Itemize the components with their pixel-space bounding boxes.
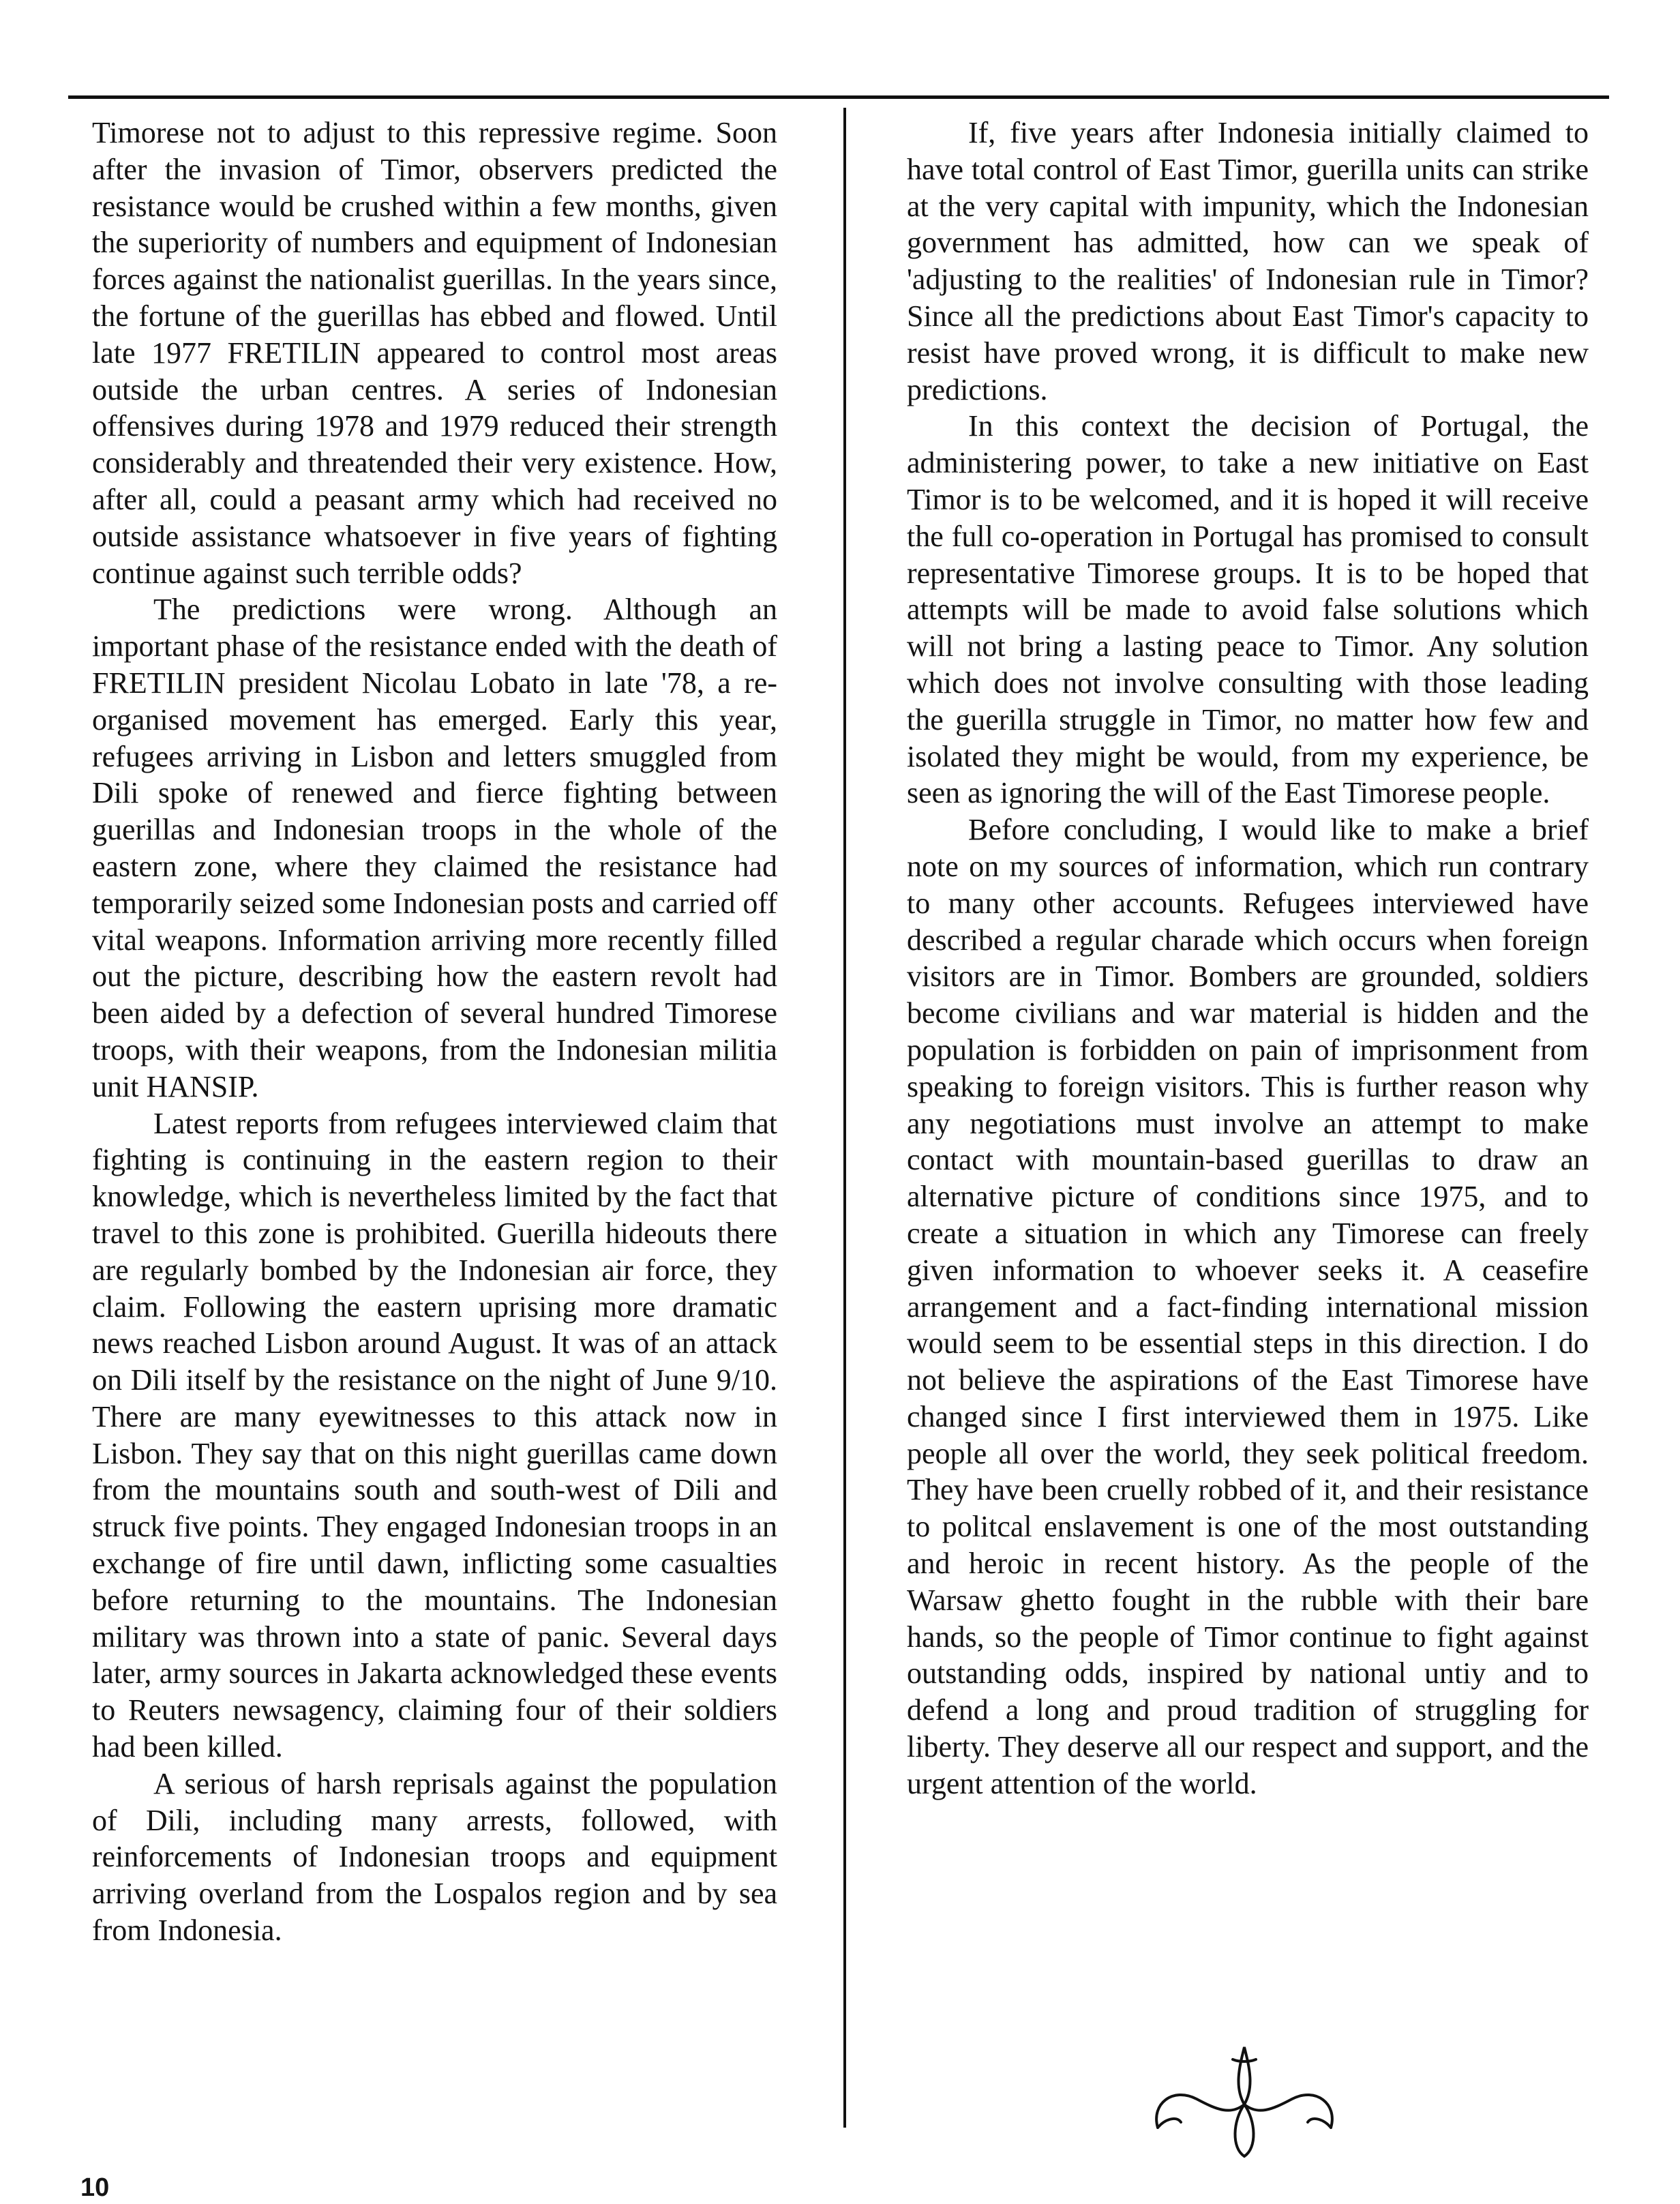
right-column <box>907 115 1589 1802</box>
left-column <box>92 115 777 1949</box>
column-divider <box>843 108 846 2128</box>
left-paragraph-4: A serious of harsh reprisals against the population of Dili, including many arrests, followed, with reinforcements of Indonesian troops and equipment arriving overland from the Lospalos region and by sea from Indonesia. <box>92 1766 777 1948</box>
page-number: 10 <box>80 2173 110 2202</box>
left-paragraph-3: Latest reports from refugees interviewed claim that fighting is continuing in the eastern region to their knowledge, which is nevertheless limited by the fact that travel to this zone is prohibited. Guerilla hideouts there are regularly bombed by the Indonesian air force, they claim. Following the eastern uprising more dramatic news reached Lisbon around August. It was of an attack on Dili itself by the resistance on the night of June 9/10. There are many eyewitnesses to this attack now in Lisbon. They say that on this night guerillas came down from the mountains south and south-west of Dili and struck five points. They engaged Indonesian troops in an exchange of fire until dawn, inflicting some casualties before returning to the mountains. The Indonesian military was thrown into a state of panic. Several days later, army sources in Jakarta acknowledged these events to Reuters newsagency, claiming four of their soldiers had been killed. <box>92 1106 777 1764</box>
right-paragraph-2: In this context the decision of Portugal, the administering power, to take a new initiative on East Timor is to be welcomed, and it is hoped it will receive the full co-operation in Portugal has promised to consult representative Timorese groups. It is to be hoped that attempts will be made to avoid false solutions which will not bring a lasting peace to Timor. Any solution which does not involve consulting with those leading the guerilla struggle in Timor, no matter how few and isolated they might be would, from my experience, be seen as ignoring the will of the East Timorese people. <box>907 409 1589 810</box>
right-paragraph-1: If, five years after Indonesia initially claimed to have total control of East Timor, guerilla units can strike at the very capital with impunity, which the Indonesian government has admitted, how can we speak of 'adjusting to the realities' of Indonesian rule in Timor? Since all the predictions about East Timor's capacity to resist have proved wrong, it is difficult to make new predictions. <box>907 116 1589 406</box>
right-paragraph-3: Before concluding, I would like to make a brief note on my sources of information, which run contrary to many other accounts. Refugees interviewed have described a regular charade which occurs when foreign visitors are in Timor. Bombers are grounded, soldiers become civilians and war material is hidden and the population is forbidden on pain of imprisonment from speaking to foreign visitors. This is further reason why any negotiations must involve an attempt to make contact with mountain-based guerillas to draw an alternative picture of conditions since 1975, and to create a situation in which any Timorese can freely given information to whoever seeks it. A ceasefire arrangement and a fact-finding international mission would seem to be essential steps in this direction. I do not believe the aspirations of the East Timorese have changed since I first interviewed them in 1975. Like people all over the world, they seek political freedom. They have been cruelly robbed of it, and their resistance to politcal enslavement is one of the most outstanding and heroic in recent history. As the people of the Warsaw ghetto fought in the rubble with their bare hands, so the people of Timor continue to fight against outstanding odds, inspired by national untiy and to defend a long and proud tradition of struggling for liberty. They deserve all our respect and support, and the urgent attention of the world. <box>907 813 1589 1800</box>
left-paragraph-2: The predictions were wrong. Although an important phase of the resistance ended with the death of FRETILIN president Nicolau Lobato in late '78, a re-organised movement has emerged. Early this year, refugees arriving in Lisbon and letters smuggled from Dili spoke of renewed and fierce fighting between guerillas and Indonesian troops in the whole of the eastern zone, where they claimed the resistance had temporarily seized some Indonesian posts and carried off vital weapons. Information arriving more recently filled out the picture, describing how the eastern revolt had been aided by a defection of several hundred Timorese troops, with their weapons, from the Indonesian militia unit HANSIP. <box>92 593 777 1103</box>
top-rule <box>68 95 1609 99</box>
decorative-flourish-icon <box>1145 2039 1343 2162</box>
left-paragraph-1: Timorese not to adjust to this repressive regime. Soon after the invasion of Timor, observers predicted the resistance would be crushed within a few months, given the superiority of numbers and equipment of Indonesian forces against the nationalist guerillas. In the years since, the fortune of the guerillas has ebbed and flowed. Until late 1977 FRETILIN appeared to control most areas outside the urban centres. A series of Indonesian offensives during 1978 and 1979 reduced their strength considerably and threatended their very existence. How, after all, could a peasant army which had received no outside assistance whatsoever in five years of fighting continue against such terrible odds? <box>92 116 777 590</box>
